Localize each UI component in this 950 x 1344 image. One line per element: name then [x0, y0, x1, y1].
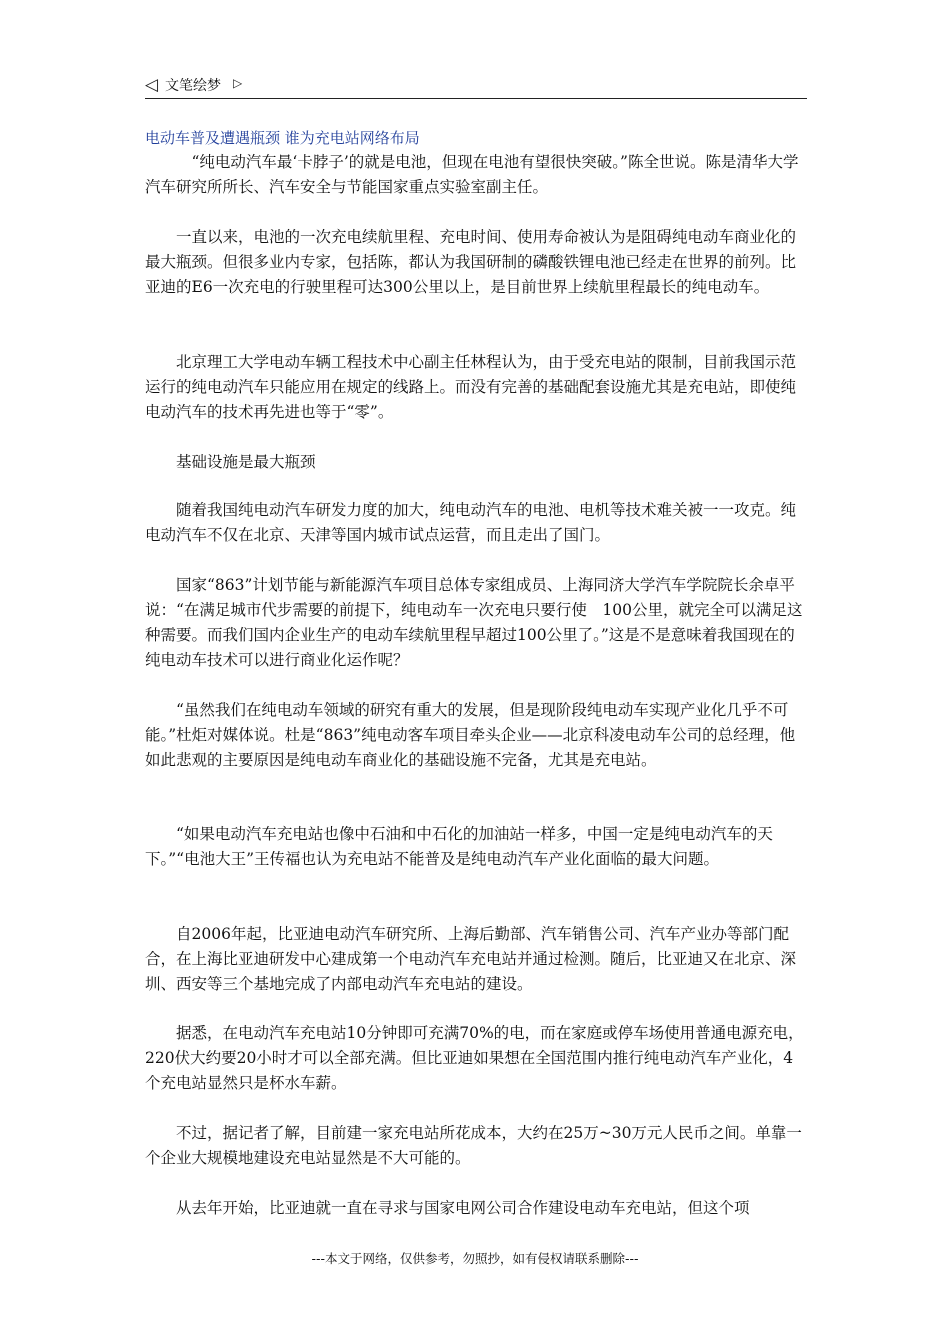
triangle-left-icon: ◁ — [145, 75, 159, 95]
paragraph-9: 据悉，在电动汽车充电站10分钟即可充满70%的电，而在家庭或停车场使用普通电源充电，220伏大约要20小时才可以全部充满。但比亚迪如果想在全国范围内推行纯电动汽车产业化，4个充电站显然只是杯水车薪。 — [145, 1024, 804, 1092]
section-heading: 基础设施是最大瓶颈 — [145, 453, 316, 471]
paragraph-4: 随着我国纯电动汽车研发力度的加大，纯电动汽车的电池、电机等技术难关被一一攻克。纯电动汽车不仅在北京、天津等国内城市试点运营，而且走出了国门。 — [145, 501, 797, 544]
paragraph-2: 一直以来，电池的一次充电续航里程、充电时间、使用寿命被认为是阻碍纯电动车商业化的最大瓶颈。但很多业内专家，包括陈，都认为我国研制的磷酸铁锂电池已经走在世界的前列。比亚迪的E6一次充电的行驶里程可达300公里以上，是目前世界上续航里程最长的纯电动车。 — [145, 228, 797, 296]
page-header — [145, 74, 807, 99]
paragraph-5: 国家“863”计划节能与新能源汽车项目总体专家组成员、上海同济大学汽车学院院长余卓平说：“在满足城市代步需要的前提下，纯电动车一次充电只要行使 100公里，就完全可以满足这种需要。而我们国内企业生产的电动车续航里程早超过100公里了。”这是不是意味着我国现在的纯电动车技术可以进行商业化运作呢？ — [145, 576, 803, 669]
article-title[interactable]: 电动车普及遭遇瓶颈 谁为充电站网络布局 — [145, 129, 420, 147]
paragraph-3: 北京理工大学电动车辆工程技术中心副主任林程认为，由于受充电站的限制，目前我国示范运行的纯电动汽车只能应用在规定的线路上。而没有完善的基础配套设施尤其是充电站，即使纯电动汽车的技术再先进也等于“零”。 — [145, 353, 797, 421]
brand-name: 文笔绘梦 — [165, 78, 221, 94]
paragraph-11: 从去年开始，比亚迪就一直在寻求与国家电网公司合作建设电动车充电站，但这个项 — [145, 1199, 750, 1217]
paragraph-6: “虽然我们在纯电动车领域的研究有重大的发展，但是现阶段纯电动车实现产业化几乎不可能。”杜炬对媒体说。杜是“863”纯电动客车项目牵头企业——北京科凌电动车公司的总经理，他如此悲观的主要原因是纯电动车商业化的基础设施不完备，尤其是充电站。 — [145, 701, 796, 769]
footer-disclaimer: ---本文于网络，仅供参考，勿照抄，如有侵权请联系删除--- — [311, 1251, 639, 1266]
paragraph-8: 自2006年起，比亚迪电动汽车研究所、上海后勤部、汽车销售公司、汽车产业办等部门配合，在上海比亚迪研发中心建成第一个电动汽车充电站并通过检测。随后，比亚迪又在北京、深圳、西安等三个基地完成了内部电动汽车充电站的建设。 — [145, 925, 797, 993]
paragraph-10: 不过，据记者了解，目前建一家充电站所花成本，大约在25万~30万元人民币之间。单靠一个企业大规模地建设充电站显然是不大可能的。 — [145, 1124, 802, 1167]
triangle-right-icon: ▷ — [233, 76, 243, 90]
paragraph-7: “如果电动汽车充电站也像中石油和中石化的加油站一样多，中国一定是纯电动汽车的天下。”“电池大王”王传福也认为充电站不能普及是纯电动汽车产业化面临的最大问题。 — [145, 825, 773, 868]
paragraph-1: “纯电动汽车最‘卡脖子’的就是电池，但现在电池有望很快突破。”陈全世说。陈是清华大学汽车研究所所长、汽车安全与节能国家重点实验室副主任。 — [145, 153, 799, 196]
